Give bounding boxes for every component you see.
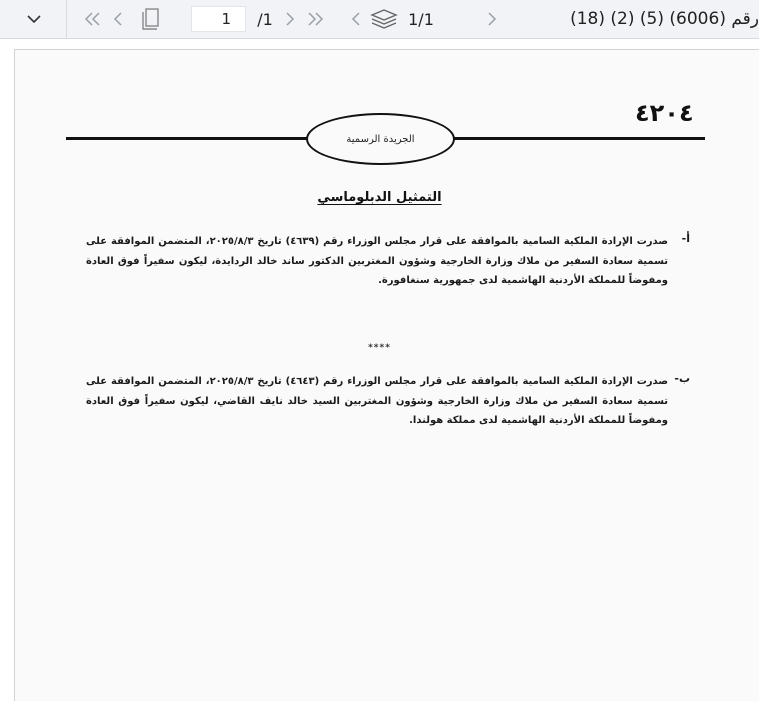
section-heading-wrap bbox=[0, 186, 759, 205]
double-chevron-right-icon bbox=[304, 11, 326, 27]
header-rule-left bbox=[66, 137, 308, 140]
layer-count: 1/1 bbox=[408, 9, 434, 29]
page-view-button[interactable] bbox=[138, 0, 162, 38]
page-total: /1 bbox=[257, 9, 273, 29]
pdf-toolbar bbox=[0, 0, 759, 39]
section-heading: التمثيل الدبلوماسي bbox=[317, 190, 442, 205]
item-a-marker: أ- bbox=[681, 232, 690, 245]
previous-page-button[interactable] bbox=[108, 0, 128, 38]
next-page-button[interactable] bbox=[281, 0, 299, 38]
chevron-down-icon[interactable] bbox=[14, 0, 54, 38]
gazette-header-text: الجريدة الرسمية bbox=[346, 133, 415, 145]
chevron-right-icon bbox=[284, 11, 296, 27]
document-title: رقم (6006) (5) (2) (18) bbox=[570, 9, 759, 29]
page-number-input[interactable] bbox=[191, 6, 246, 32]
last-page-button[interactable] bbox=[302, 0, 328, 38]
item-a-text: صدرت الإرادة الملكية السامية بالموافقة على قرار مجلس الوزراء رقم (٤٦٣٩) تاريخ ٢٠٢٥/٨/٣، المتضمن الموافقة على تسمية سعادة السفير من ملاك وزارة الخارجية وشؤون المغتربين الدكتور ساند خالد الردايدة، ليكون سفيراً فوق العادة ومفوضاً للمملكة الأردنية الهاشمية لدى جمهورية سنغافورة. bbox=[86, 236, 668, 286]
page-icon bbox=[139, 7, 161, 31]
chevron-left-icon bbox=[112, 11, 124, 27]
header-rule-right bbox=[453, 137, 705, 140]
item-b-text: صدرت الإرادة الملكية السامية بالموافقة على قرار مجلس الوزراء رقم (٤٦٤٣) تاريخ ٢٠٢٥/٨/٣، المتضمن الموافقة على تسمية سعادة السفير من ملاك وزارة الخارجية وشؤون المغتربين السيد خالد نايف القاضي، ليكون سفيراً فوق العادة ومفوضاً للمملكة الأردنية الهاشمية لدى مملكة هولندا. bbox=[86, 376, 668, 426]
layer-next-button[interactable] bbox=[483, 0, 501, 38]
layers-icon bbox=[369, 7, 399, 31]
item-b-marker: ب- bbox=[674, 372, 690, 385]
layer-previous-button[interactable] bbox=[347, 0, 365, 38]
chevron-left-icon bbox=[350, 11, 362, 27]
toolbar-divider bbox=[66, 0, 67, 38]
page-number: ٤٢٠٤ bbox=[635, 99, 694, 127]
gazette-header-oval bbox=[306, 113, 455, 165]
chevron-right-icon bbox=[486, 11, 498, 27]
first-page-button[interactable] bbox=[80, 0, 106, 38]
double-chevron-left-icon bbox=[82, 11, 104, 27]
separator: **** bbox=[368, 343, 391, 353]
layers-button[interactable] bbox=[367, 0, 401, 38]
